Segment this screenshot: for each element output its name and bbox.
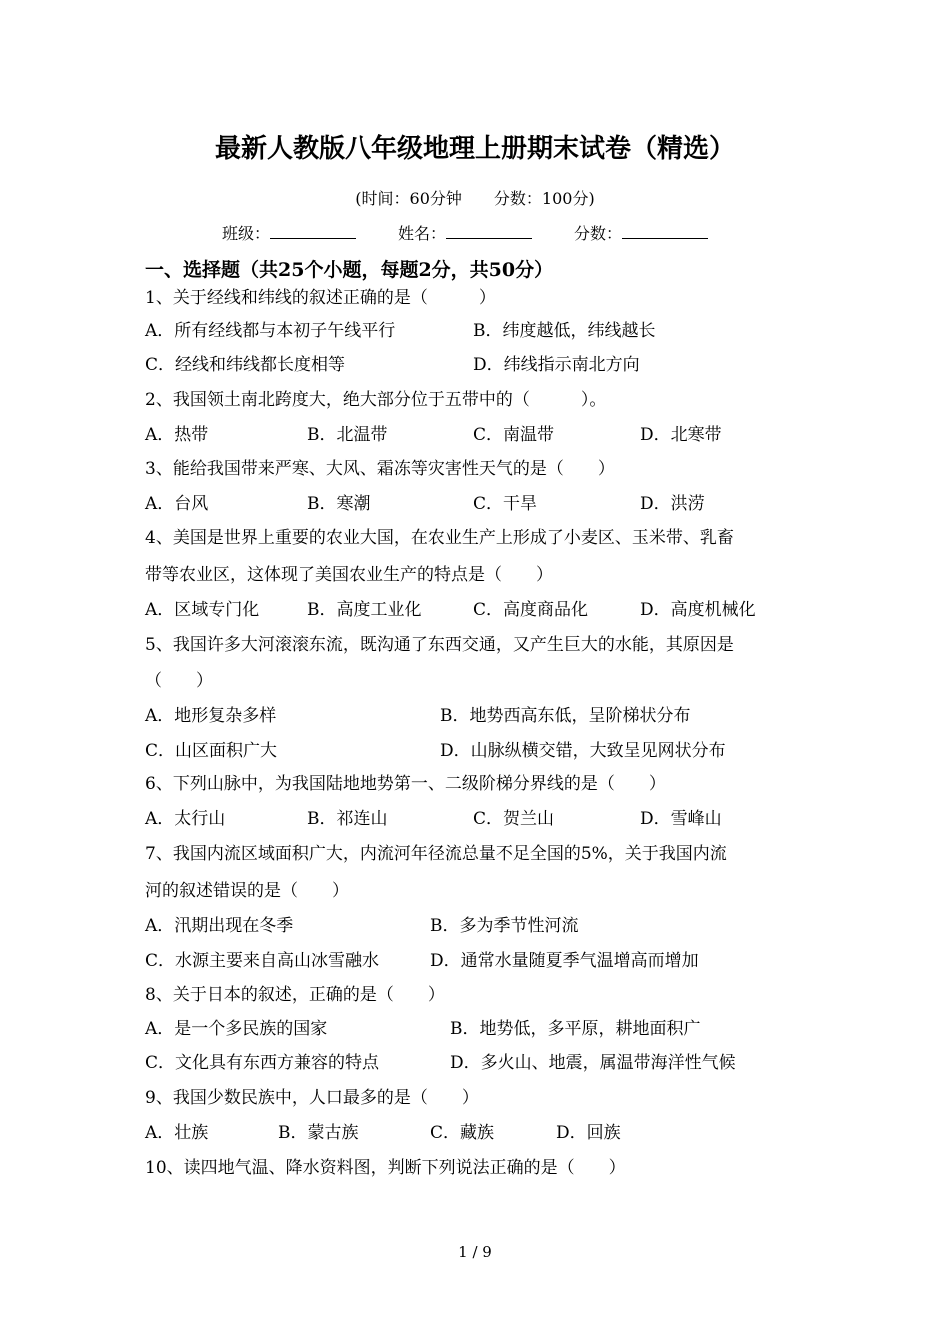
score-label: 分数： — [574, 224, 623, 243]
question-7-option-c: C．水源主要来自高山冰雪融水 — [145, 951, 380, 971]
question-4-line-2: 带等农业区，这体现了美国农业生产的特点是（ ） — [145, 565, 553, 585]
question-5-line-1: 5、我国许多大河滚滚东流，既沟通了东西交通，又产生巨大的水能，其原因是 — [145, 635, 734, 655]
question-7-line-2: 河的叙述错误的是（ ） — [145, 881, 349, 901]
question-9-option-a: A．壮族 — [145, 1123, 209, 1143]
question-2-option-c: C．南温带 — [473, 425, 555, 445]
question-1-option-c: C．经线和纬线都长度相等 — [145, 355, 346, 375]
question-3-option-c: C．干旱 — [473, 494, 538, 514]
question-5-option-a: A．地形复杂多样 — [145, 706, 277, 726]
question-5-option-c: C．山区面积广大 — [145, 741, 278, 761]
question-2-option-a: A．热带 — [145, 425, 209, 445]
score-blank — [622, 224, 708, 239]
question-3-option-b: B．寒潮 — [307, 494, 371, 514]
question-5-option-b: B．地势西高东低，呈阶梯状分布 — [440, 706, 691, 726]
question-4-option-c: C．高度商品化 — [473, 600, 589, 620]
question-1: 1、关于经线和纬线的叙述正确的是（ ） — [145, 288, 496, 308]
question-2-option-b: B．北温带 — [307, 425, 388, 445]
page-number: 1 / 9 — [458, 1243, 492, 1261]
question-7-option-d: D．通常水量随夏季气温增高而增加 — [430, 951, 699, 971]
question-5-line-2: （ ） — [145, 671, 213, 691]
question-3-option-d: D．洪涝 — [640, 494, 705, 514]
exam-meta: (时间：60分钟 分数：100分) — [355, 189, 595, 208]
question-1-option-a: A．所有经线都与本初子午线平行 — [145, 321, 396, 341]
question-6-option-c: C．贺兰山 — [473, 809, 555, 829]
question-4-line-1: 4、美国是世界上重要的农业大国，在农业生产上形成了小麦区、玉米带、乳畜 — [145, 528, 734, 548]
question-7-option-b: B．多为季节性河流 — [430, 916, 579, 936]
question-8-option-b: B．地势低，多平原，耕地面积广 — [450, 1019, 701, 1039]
question-6: 6、下列山脉中，为我国陆地地势第一、二级阶梯分界线的是（ ） — [145, 774, 666, 794]
question-1-option-b: B．纬度越低，纬线越长 — [473, 321, 656, 341]
name-blank — [446, 224, 532, 239]
student-info-fields — [222, 221, 708, 244]
question-7-option-a: A．汛期出现在冬季 — [145, 916, 294, 936]
question-9: 9、我国少数民族中，人口最多的是（ ） — [145, 1088, 479, 1108]
class-blank — [270, 224, 356, 239]
question-8-option-a: A．是一个多民族的国家 — [145, 1019, 328, 1039]
question-6-option-d: D．雪峰山 — [640, 809, 722, 829]
question-2-option-d: D．北寒带 — [640, 425, 722, 445]
document-title: 最新人教版八年级地理上册期末试卷（精选） — [214, 134, 735, 164]
class-label: 班级： — [222, 224, 271, 243]
question-3: 3、能给我国带来严寒、大风、霜冻等灾害性天气的是（ ） — [145, 459, 615, 479]
question-5-option-d: D．山脉纵横交错，大致呈见网状分布 — [440, 741, 726, 761]
question-8: 8、关于日本的叙述，正确的是（ ） — [145, 985, 445, 1005]
question-9-option-c: C．藏族 — [430, 1123, 495, 1143]
question-2: 2、我国领土南北跨度大，绝大部分位于五带中的（ ）。 — [145, 390, 607, 410]
section-heading: 一、选择题（共25个小题，每题2分，共50分） — [145, 259, 554, 281]
question-4-option-a: A．区域专门化 — [145, 600, 260, 620]
name-label: 姓名： — [398, 224, 447, 243]
question-10: 10、读四地气温、降水资料图，判断下列说法正确的是（ ） — [145, 1158, 626, 1178]
question-7-line-1: 7、我国内流区域面积广大，内流河年径流总量不足全国的5%，关于我国内流 — [145, 844, 727, 864]
question-3-option-a: A．台风 — [145, 494, 209, 514]
question-4-option-b: B．高度工业化 — [307, 600, 422, 620]
question-9-option-b: B．蒙古族 — [278, 1123, 359, 1143]
question-9-option-d: D．回族 — [556, 1123, 621, 1143]
question-8-option-c: C．文化具有东西方兼容的特点 — [145, 1053, 380, 1073]
question-6-option-a: A．太行山 — [145, 809, 226, 829]
question-6-option-b: B．祁连山 — [307, 809, 388, 829]
question-8-option-d: D．多火山、地震，属温带海洋性气候 — [450, 1053, 736, 1073]
question-1-option-d: D．纬线指示南北方向 — [473, 355, 640, 375]
question-4-option-d: D．高度机械化 — [640, 600, 756, 620]
